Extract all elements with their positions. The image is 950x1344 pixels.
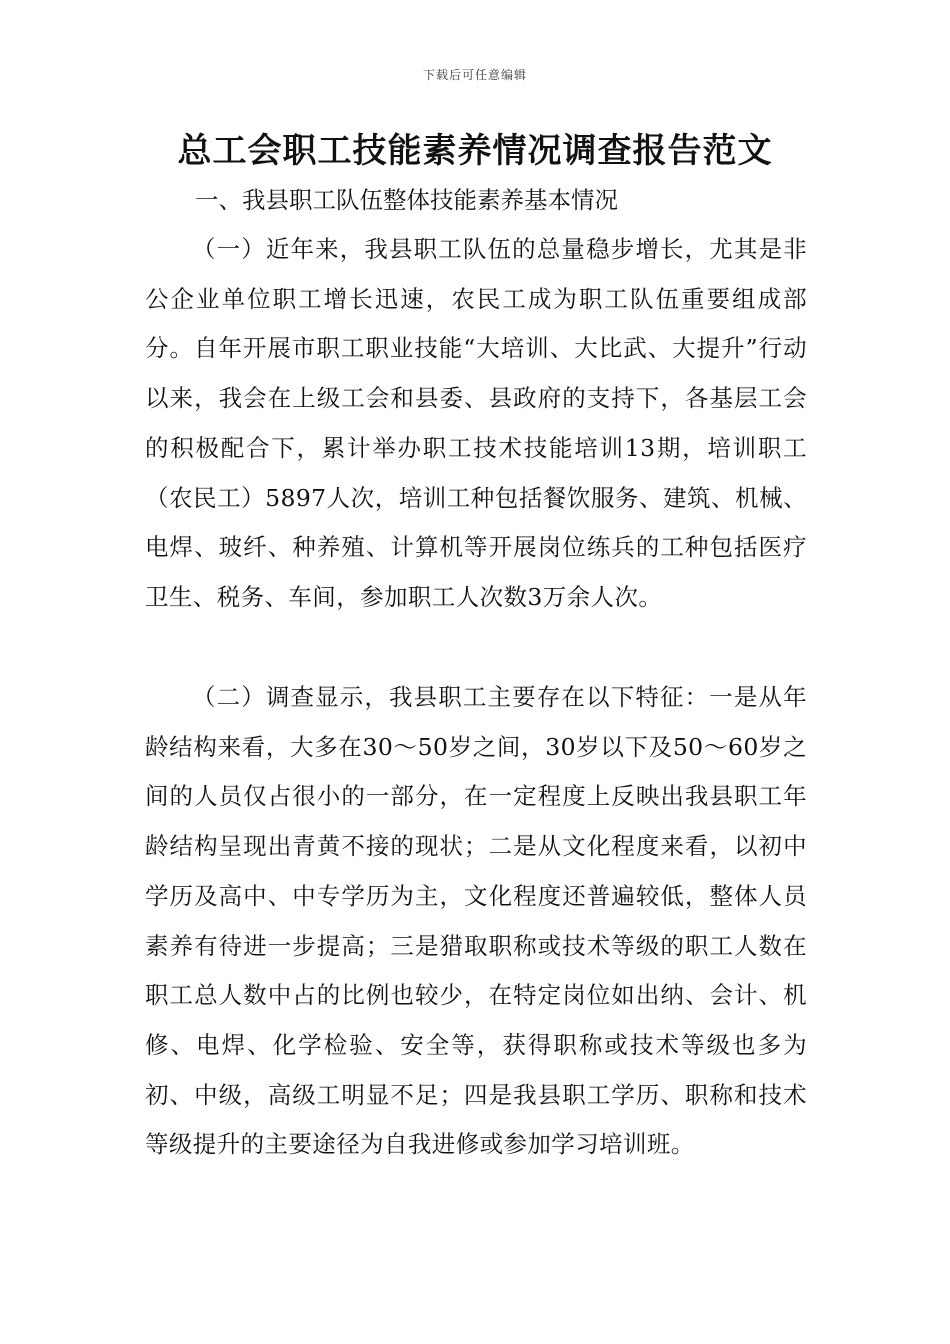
paragraph-1: （一）近年来，我县职工队伍的总量稳步增长，尤其是非公企业单位职工增长迅速，农民工成为职工队伍重要组成部分。自年开展市职工职业技能“大培训、大比武、大提升”行动以来，我会在上级工会和县委、县政府的支持下，各基层工会的积极配合下，累计举办职工技术技能培训13期，培训职工（农民工）5897人次，培训工种包括餐饮服务、建筑、机械、电焊、玻纤、种养殖、计算机等开展岗位练兵的工种包括医疗卫生、税务、车间，参加职工人次数3万余人次。 (145, 235, 807, 611)
paragraph-2: （二）调查显示，我县职工主要存在以下特征：一是从年龄结构来看，大多在30～50岁之间，30岁以下及50～60岁之间的人员仅占很小的一部分，在一定程度上反映出我县职工年龄结构呈现出青黄不接的现状；二是从文化程度来看，以初中学历及高中、中专学历为主，文化程度还普遍较低，整体人员素养有待进一步提高；三是猎取职称或技术等级的职工人数在职工总人数中占的比例也较少，在特定岗位如出纳、会计、机修、电焊、化学检验、安全等，获得职称或技术等级也多为初、中级，高级工明显不足；四是我县职工学历、职称和技术等级提升的主要途径为自我进修或参加学习培训班。 (145, 683, 807, 1159)
header-note: 下载后可任意编辑 (422, 68, 527, 82)
section-heading: 一、我县职工队伍整体技能素养基本情况 (195, 186, 618, 214)
document-title: 总工会职工技能素养情况调查报告范文 (177, 131, 773, 171)
